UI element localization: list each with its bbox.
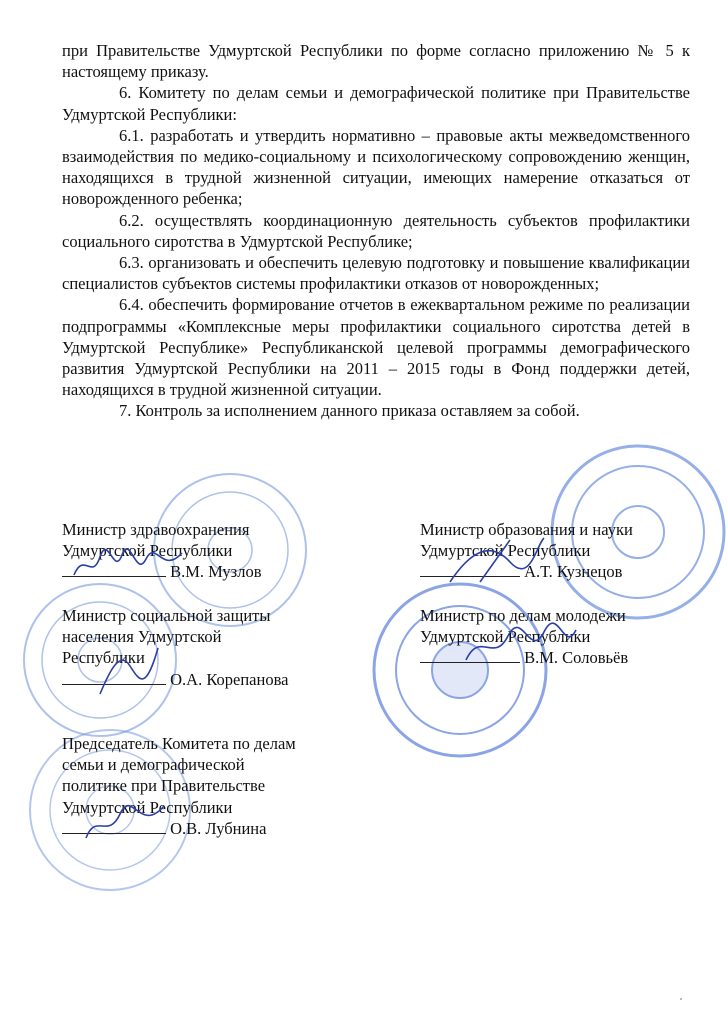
- signer-title-line4: Удмуртской Республики: [62, 797, 233, 817]
- signature-line: [420, 562, 520, 577]
- signer-title-line2: Удмуртской Республики: [420, 541, 591, 561]
- document-body: [62, 40, 690, 422]
- signature-block-social: [62, 605, 288, 690]
- signature-line: [62, 670, 166, 685]
- signer-name: О.В. Лубнина: [170, 818, 267, 838]
- signer-title-line2: населения Удмуртской: [62, 627, 222, 647]
- paragraph-item-6-2: 6.2. осуществлять координационную деятельность субъектов профилактики социального сиротства в Удмуртской Республике;: [62, 210, 690, 251]
- signer-title-line2: Удмуртской Республики: [62, 541, 233, 561]
- page-speck: [680, 998, 682, 1000]
- signature-line: [62, 819, 166, 834]
- signer-title-line2: семьи и демографической: [62, 755, 245, 775]
- paragraph-item-6-1: 6.1. разработать и утвердить нормативно – правовые акты межведомственного взаимодействия по медико-социальному и психологическому сопровождению женщин, находящихся в трудной жизненной ситуации, имеющих намерение отказаться от новорожденного ребенка;: [62, 125, 690, 209]
- signer-title-line3: политике при Правительстве: [62, 776, 266, 796]
- signer-name: А.Т. Кузнецов: [524, 562, 623, 582]
- signer-title-line3: Республики: [62, 648, 145, 668]
- signer-title-line1: Председатель Комитета по делам: [62, 734, 296, 753]
- signature-block-family: [62, 733, 296, 839]
- signature-block-education: [420, 519, 633, 583]
- signature-block-youth: [420, 605, 628, 669]
- signer-title-line1: Министр здравоохранения: [62, 520, 250, 539]
- paragraph-item-6-3: 6.3. организовать и обеспечить целевую подготовку и повышение квалификации специалистов субъектов системы профилактики отказов от новорожденных;: [62, 253, 690, 294]
- signer-title-line1: Министр социальной защиты: [62, 606, 271, 625]
- paragraph-continuation: при Правительстве Удмуртской Республики по форме согласно приложению № 5 к настоящему приказу.: [62, 41, 690, 82]
- signature-line: [420, 648, 520, 663]
- signer-title-line2: Удмуртской Республики: [420, 627, 591, 647]
- signer-name: В.М. Музлов: [170, 562, 262, 582]
- signer-title-line1: Министр по делам молодежи: [420, 606, 626, 625]
- signer-name: В.М. Соловьёв: [524, 648, 629, 668]
- paragraph-item-6: 6. Комитету по делам семьи и демографической политике при Правительстве Удмуртской Республики:: [62, 83, 690, 124]
- signer-title-line1: Министр образования и науки: [420, 520, 633, 539]
- paragraph-item-6-4: 6.4. обеспечить формирование отчетов в ежеквартальном режиме по реализации подпрограммы «Комплексные меры профилактики социального сиротства детей в Удмуртской Республике» Республиканской целевой программы демографического развития Удмуртской Республики на 2011 – 2015 годы в Фонд поддержки детей, находящихся в трудной жизненной ситуации.: [62, 295, 690, 400]
- signer-name: О.А. Корепанова: [170, 669, 289, 689]
- paragraph-item-7: 7. Контроль за исполнением данного приказа оставляем за собой.: [119, 401, 580, 421]
- signature-line: [62, 562, 166, 577]
- signature-block-health: [62, 519, 261, 583]
